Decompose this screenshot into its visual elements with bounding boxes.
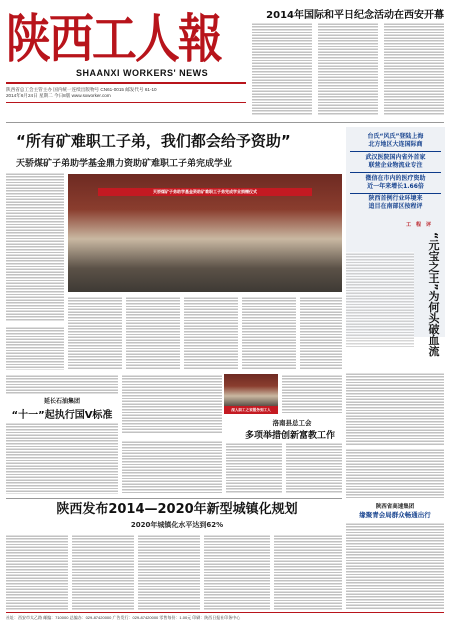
- sidebar-item: 联营企业物流业专注: [368, 161, 423, 169]
- bottom-body-col5: [274, 534, 342, 610]
- mid-right-top-body: [282, 374, 342, 414]
- mid-left-headline: “十一”起执行国Ⅴ标准: [11, 410, 113, 421]
- mid-center-body-col1: [122, 440, 222, 494]
- mid-divider: [6, 498, 342, 499]
- top-right-article: [252, 6, 444, 118]
- sidebar-divider: [350, 193, 441, 194]
- mid-middle-body: [122, 374, 222, 434]
- publication-info-line1: 陕西省总工会主管主办 国内统一连续出版物号 CN61-0015 邮发代号 61-10: [6, 86, 157, 92]
- bottom-right-body: [346, 522, 444, 610]
- sidebar-item: 追目在南部区按程评: [368, 203, 423, 211]
- masthead-rule: [6, 82, 246, 84]
- bottom-body-col1: [6, 534, 68, 610]
- mid-left-intro: [6, 374, 118, 394]
- column-title: 工 程 评: [406, 222, 432, 229]
- mid-center-photo-caption: 深入职工之家服务到工人: [224, 406, 278, 414]
- mid-left-body: [6, 422, 118, 494]
- mid-center-body-col2: [226, 442, 282, 494]
- commentary-vertical-headline: “元宝之王”为何头破血流: [427, 232, 440, 357]
- page-footer: 社址：西安市太乙路 邮编：710000 总编办：029-87420000 广告发行：029-87420000 零售每份：1.00元 印刷：陕西日报社印务中心: [6, 612, 444, 622]
- bottom-subheadline: 2020年城镇化水平达到62%: [130, 521, 224, 529]
- commentary-body-upper: [346, 252, 414, 348]
- sidebar-divider: [350, 172, 441, 173]
- top-divider: [6, 122, 444, 123]
- lead-body-col3: [126, 296, 180, 370]
- mid-center-body-col3: [286, 442, 342, 494]
- sidebar-divider: [350, 151, 441, 152]
- commentary-body-2: [346, 448, 444, 498]
- lead-body-col2: [68, 296, 122, 370]
- sidebar-item: 微信在市内的医疗资助: [365, 174, 426, 182]
- bottom-body-col3: [138, 534, 200, 610]
- newspaper-logo-english: SHAANXI WORKERS' NEWS: [76, 68, 209, 78]
- masthead-rule-bottom: [6, 102, 246, 104]
- sidebar-item: 近一年来增长1.66倍: [367, 182, 424, 190]
- lead-body-col1: [6, 172, 64, 322]
- bottom-right-kicker: 陕西省高速集团: [375, 504, 415, 510]
- bottom-headline: 陕西发布2014—2020年新型城镇化规划: [56, 502, 298, 517]
- top-right-body-col1: [252, 22, 312, 116]
- lead-body-col4: [184, 296, 238, 370]
- lead-body-col6: [300, 296, 342, 370]
- top-right-body-col3: [384, 22, 444, 116]
- sidebar-item: 陕西首例行业环境来: [368, 195, 423, 203]
- mid-center-headline: 多项举措创新富教工作: [244, 431, 335, 441]
- newspaper-logo: 陕西工人報: [6, 9, 222, 70]
- commentary-body: [346, 372, 444, 446]
- top-right-body-col2: [318, 22, 378, 116]
- lead-subheadline: 天骄煤矿子弟助学基金鼎力资助矿难职工子弟完成学业: [16, 159, 233, 169]
- lead-body-col5: [242, 296, 296, 370]
- sidebar-item: 武汉医院国内省外首家: [365, 153, 426, 161]
- sidebar-item: 台氏“风氏”登陆上海: [367, 133, 424, 140]
- sidebar-item: 北方地区大连国际商: [368, 141, 423, 148]
- lead-photo: [68, 174, 342, 292]
- lead-photo-banner: 天骄煤矿子弟助学基金资助矿难职工子弟完成学业捐赠仪式: [98, 188, 312, 196]
- lead-body-col1b: [6, 326, 64, 370]
- mid-center-kicker: 洛南县总工会: [272, 419, 312, 427]
- bottom-body-col4: [204, 534, 270, 610]
- publication-info-line2: 2014年6月24日 星期二 今日8版 www.sxworker.com: [6, 92, 111, 98]
- top-right-headline: 2014年国际和平日纪念活动在西安开幕: [266, 10, 444, 21]
- lead-headline: “所有矿难职工子弟，我们都会给予资助”: [16, 132, 291, 150]
- mid-left-kicker: 延长石油集团: [43, 398, 80, 405]
- bottom-right-headline: 缘聚青会局群众畅通出行: [359, 511, 431, 519]
- bottom-body-col2: [72, 534, 134, 610]
- publication-info: [6, 82, 246, 103]
- masthead: [6, 6, 246, 118]
